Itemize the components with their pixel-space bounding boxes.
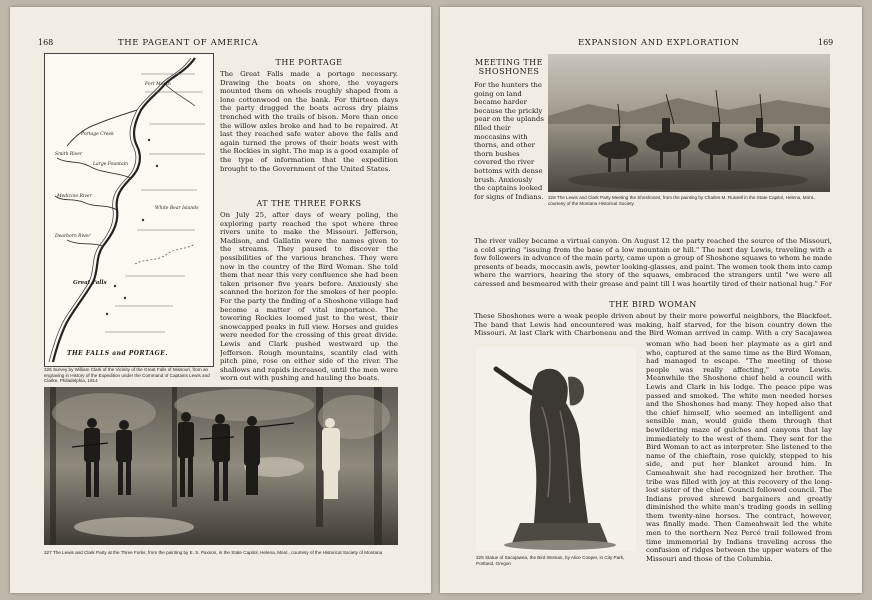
bird-woman-paragraph-full xyxy=(474,312,832,339)
sacajawea-statue-illustration xyxy=(476,347,636,551)
left-page xyxy=(10,7,431,593)
map-label-portage-creek: Portage Creek xyxy=(81,132,114,137)
forks-text: On July 25, after days of weary poling, the exploring party reached the spot where three rivers unite to make the Missouri. Jefferson, Madison, and Gallatin were the names given to the streams. They paused to discover the possibilities of the various branches. They were now in the country of the Bird Woman. She told them that near this very confluence she had been taken prisoner five years before. Anxiously she scanned the horizon for the smokes of her people. For the party the finding of a Shoshone village had become a matter of vital importance. The towering Rockies loomed just to the west, their snowcapped peaks in full view. Horses and guides were needed for the crossing of this great divide. Lewis and Clark pushed westward up the Jefferson. Rough mountains, scantily clad with pitch pine, rose on either side of the river. The shallows and rapids increased, until the men were worn out with pushing and hauling the boats. xyxy=(220,211,398,383)
meeting-shoshones-illustration xyxy=(548,54,830,192)
caption-328: 328 The Lewis and Clark Party Meeting the Shoshones, from the painting by Charles M. Russell in the State Capitol, Helena, Mont., courtesy of the Montana Historical Society xyxy=(548,195,816,206)
map-label-smith-river: Smith River xyxy=(55,152,83,157)
continue-paragraph xyxy=(474,237,832,289)
map-label-large-fountain: Large Fountain xyxy=(93,162,129,167)
caption-327: 327 The Lewis and Clark Party at the Three Forks, from the painting by E. S. Paxson, in the State Capitol, Helena, Mont., courtesy of the Historical Society of Montana xyxy=(44,550,383,555)
bird-woman-text-column: woman who had been her playmate as a girl and who, captured at the same time as the Bird Woman, had managed to escape. "The meeting of those people was really affecting," wrote Lewis. Meanwhile the Shoshone chief held a council with Lewis and Clark in his lodge. The peace pipe was passed and smoked. The white men needed horses and the Shoshones had many. They hoped also that the chief himself, who seemed an intelligent and sensible man, would guide them through that bewildering maze of gulches and canyons that lay immediately to the west of them. They sent for the Bird Woman to act as interpreter. She listened to the name of the chieftain, rose quickly, stepped to his side, and put her blanket around him. In Cameahwait she had recognized her brother. The tribe was filled with joy at this recovery of the long-lost sister of the chief. Council followed council. The Indians proved shrewd bargainers and greatly diminished the white man's trading goods in selling them twenty-nine horses. The contract, however, was finally made. Then Cameahwait led the white men to the northern Nez Percé trail followed from time immemorial by Indians traveling across the confusion of ridges between the upper waters of the Missouri and those of the Columbia. xyxy=(646,340,832,563)
portage-heading: THE PORTAGE xyxy=(275,58,343,67)
map-label-fort-mouth: Fort Mouth xyxy=(145,82,171,87)
meeting-text: For the hunters the going on land became harder because the prickly pear on the uplands filled their moccasins with thorns, and other thorn bushes covered the river bottoms with dense brush. Anxiously the captains looked for signs of Indians. xyxy=(474,81,544,201)
page-number-left: 168 xyxy=(38,38,54,47)
continue-text: The river valley became a virtual canyon. On August 12 the party reached the source of the Missouri, a cold spring "issuing from the base of a low mountain or hill." The next day Lewis, traveling with a few followers in advance of the main party, came upon a group of Shoshone squaws to whom he made presents of beads, moccasin awls, pewter looking-glasses, and paint. The women took them into camp where the warriors, hearing the story of the squaws, embraced the strangers until "we were all caressed and besmeared with their grease and paint till I was heartily tired of their national hug." For xyxy=(474,237,832,288)
running-head-right: EXPANSION AND EXPLORATION xyxy=(578,38,740,48)
map-label-dearborn-river: Dearborn River xyxy=(55,234,91,239)
bird-woman-text-full: These Shoshones were a weak people driven about by their more powerful neighbors, the Blackfeet. The band that Lewis had encountered was making, half starved, for the bison country down the Missouri. At last Clark with Charboneau and the Bird Woman arrived in camp. With a cry Sacajawea xyxy=(474,312,832,338)
portage-paragraph xyxy=(220,70,398,190)
caption-326: 326 Survey by William Clark of the Vicinity of the Great Falls of Missouri, from an engraving in History of the Expedition under the Command of Captains Lewis and Clarke, Philadelphia, 1814 xyxy=(44,367,210,384)
forks-heading: AT THE THREE FORKS xyxy=(256,199,362,208)
forks-paragraph xyxy=(220,211,398,383)
map-label-great-falls: Great Falls xyxy=(73,280,107,286)
sacajawea-statue-photo xyxy=(476,347,636,551)
page-number-right: 169 xyxy=(818,38,834,47)
map-title: THE FALLS and PORTAGE. xyxy=(67,350,168,357)
right-page xyxy=(440,7,862,593)
meeting-heading: MEETING THE SHOSHONES xyxy=(475,58,543,76)
bird-woman-paragraph-column xyxy=(646,340,832,584)
caption-329: 329 Statue of Sacajawea, the Bird Woman, by Alice Cooper, in City Park, Portland, Oregon xyxy=(476,555,625,566)
bird-woman-heading: THE BIRD WOMAN xyxy=(609,300,697,309)
meeting-shoshones-painting xyxy=(548,54,830,192)
meeting-paragraph xyxy=(474,81,544,235)
three-forks-painting xyxy=(44,387,398,545)
map-figure xyxy=(44,53,214,367)
running-head-left: THE PAGEANT OF AMERICA xyxy=(118,38,259,48)
map-label-medicine-river: Medicine River xyxy=(57,194,92,199)
three-forks-illustration xyxy=(44,387,398,545)
portage-text: The Great Falls made a portage necessary. Drawing the boats on shore, the voyagers mounted them on wheels roughly shaped from a lone cottonwood on the bank. For thirteen days the party dragged the boats across dry plains trenched with the trails of bison. More than once the willow axles broke and had to be repaired. At last they reached safe water above the falls and again turned the prows of their boats west with the Rockies in sight. The map is a good example of the type of information that the expedition brought to the Government of the United States. xyxy=(220,70,398,173)
map-label-white-bear-islands: White Bear Islands xyxy=(155,206,199,211)
